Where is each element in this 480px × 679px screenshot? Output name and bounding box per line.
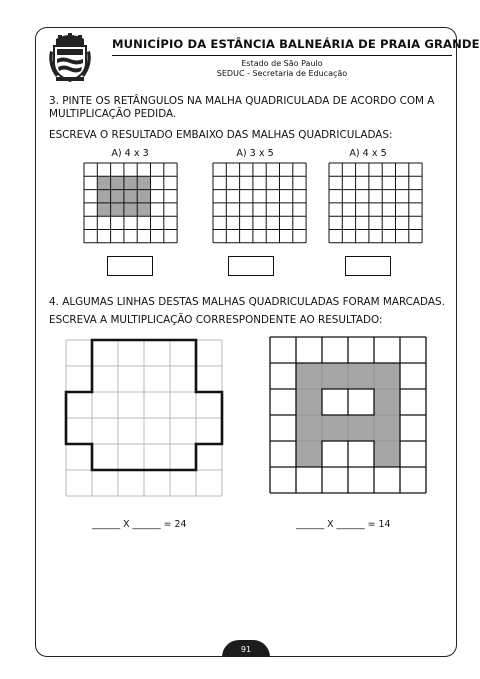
shaded-cell bbox=[322, 363, 348, 389]
shaded-cell bbox=[296, 415, 322, 441]
q3-prompt-line1: 3. PINTE OS RETÂNGULOS NA MALHA QUADRICULADA DE ACORDO COM A bbox=[49, 95, 435, 107]
answer-box-a[interactable] bbox=[107, 256, 153, 276]
shaded-cell bbox=[374, 363, 400, 389]
grid-4x5 bbox=[329, 163, 422, 243]
header-state: Estado de São Paulo bbox=[241, 59, 323, 68]
left-blank-1[interactable]: ______ bbox=[92, 519, 121, 530]
right-op: X bbox=[327, 519, 334, 530]
header-title: MUNICÍPIO DA ESTÂNCIA BALNEÁRIA DE PRAIA GRANDE bbox=[112, 37, 480, 51]
shaded-cell bbox=[374, 441, 400, 467]
grid-label-b: A) 3 x 5 bbox=[236, 148, 274, 159]
municipal-crest-icon bbox=[48, 33, 92, 83]
letter-a-shape-grid bbox=[270, 337, 426, 493]
q3-prompt-line2: MULTIPLICAÇÃO PEDIDA. bbox=[49, 108, 177, 120]
grid-label-c: A) 4 x 5 bbox=[349, 148, 387, 159]
q3-instruction: ESCREVA O RESULTADO EMBAIXO DAS MALHAS QUADRICULADAS: bbox=[49, 129, 393, 141]
header-department: SEDUC - Secretaria de Educação bbox=[216, 69, 348, 78]
shaded-cell bbox=[296, 441, 322, 467]
right-blank-1[interactable]: ______ bbox=[296, 519, 325, 530]
left-op: X bbox=[123, 519, 130, 530]
q4-prompt-line2: ESCREVA A MULTIPLICAÇÃO CORRESPONDENTE AO RESULTADO: bbox=[49, 314, 383, 326]
shaded-cell bbox=[348, 363, 374, 389]
shaded-cell bbox=[374, 389, 400, 415]
right-blank-2[interactable]: ______ bbox=[336, 519, 365, 530]
shaded-cell bbox=[374, 415, 400, 441]
shaded-cell bbox=[296, 389, 322, 415]
answer-box-c[interactable] bbox=[345, 256, 391, 276]
right-multiplication bbox=[296, 519, 390, 530]
page-number: 91 bbox=[222, 640, 270, 657]
left-multiplication bbox=[92, 519, 186, 530]
left-blank-2[interactable]: ______ bbox=[132, 519, 161, 530]
answer-box-b[interactable] bbox=[228, 256, 274, 276]
header-rule bbox=[112, 55, 452, 56]
shaded-cell bbox=[322, 415, 348, 441]
right-result: = 14 bbox=[367, 519, 391, 530]
shaded-cell bbox=[348, 415, 374, 441]
grid-3x5 bbox=[213, 163, 306, 243]
left-result: = 24 bbox=[163, 519, 187, 530]
grid-label-a: A) 4 x 3 bbox=[111, 148, 149, 159]
q4-prompt-line1: 4. ALGUMAS LINHAS DESTAS MALHAS QUADRICULADAS FORAM MARCADAS. bbox=[49, 296, 445, 308]
grid-4x3 bbox=[84, 163, 177, 243]
shaded-cell bbox=[296, 363, 322, 389]
cross-shape-grid bbox=[66, 340, 222, 496]
